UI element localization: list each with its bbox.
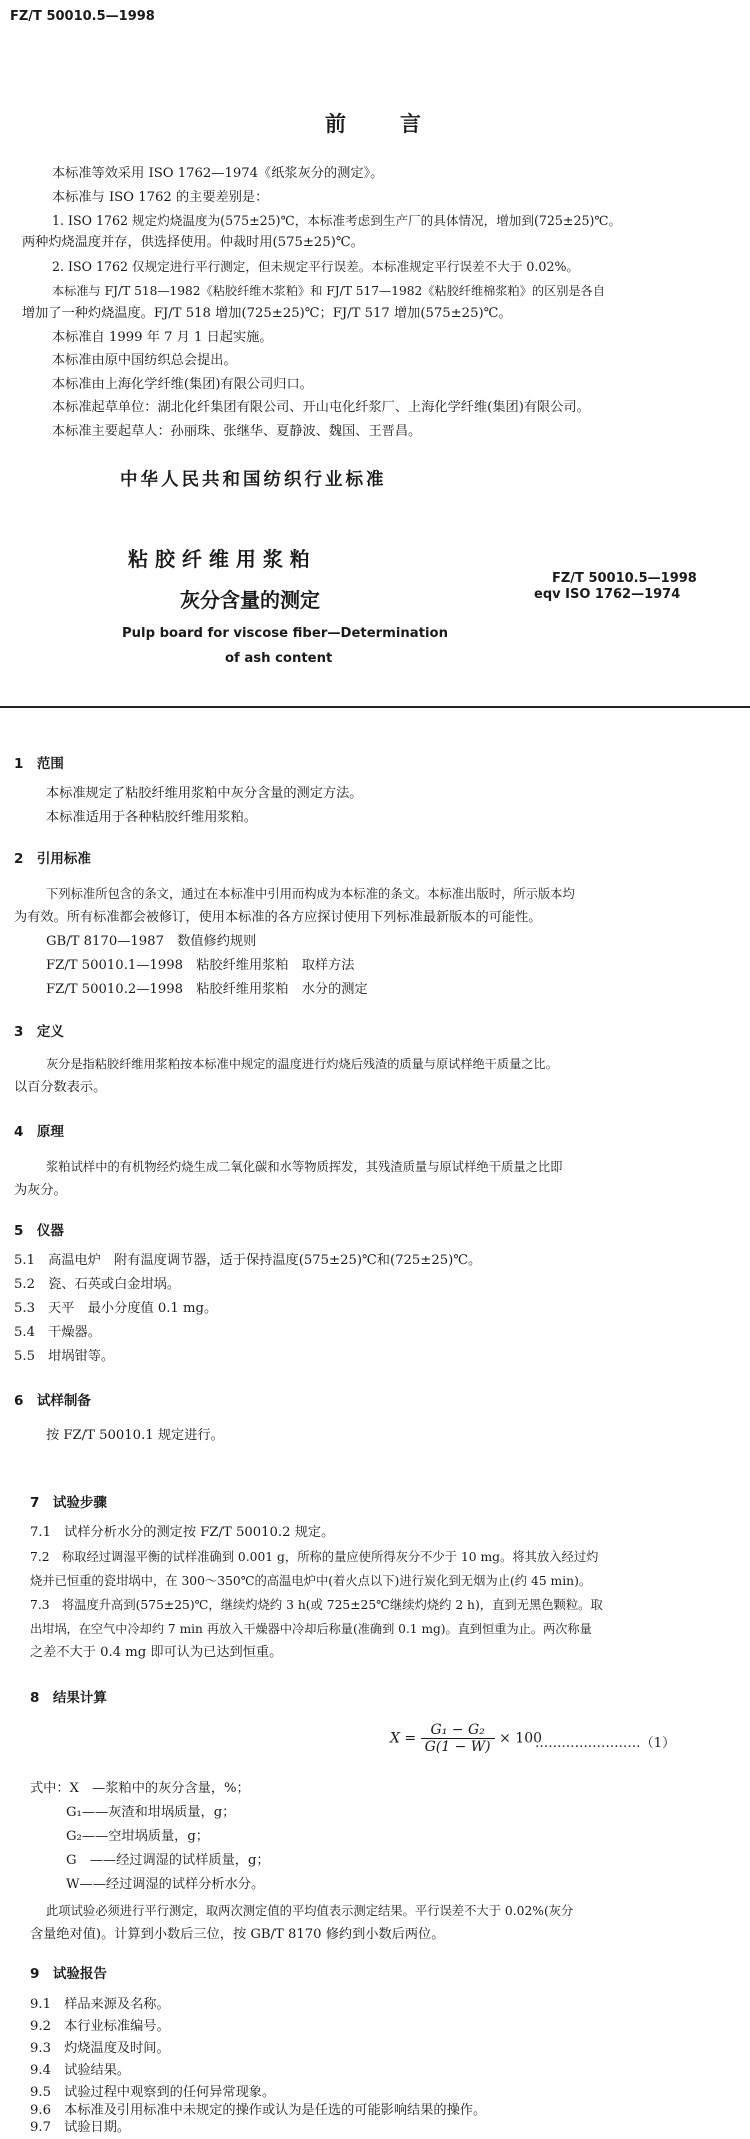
foreword-line: 本标准等效采用 ISO 1762—1974《纸浆灰分的测定》。	[52, 166, 384, 181]
standard-title-line1: 粘 胶 纤 维 用 浆 粕	[128, 547, 310, 571]
section-heading: 8 结果计算	[30, 1690, 107, 1706]
agency-title: 中华人民共和国纺织行业标准	[120, 470, 387, 490]
paragraph-line: 按 FZ/T 50010.1 规定进行。	[46, 1428, 224, 1443]
step-line: 7.1 试样分析水分的测定按 FZ/T 50010.2 规定。	[30, 1525, 335, 1540]
section-heading: 2 引用标准	[14, 851, 91, 867]
list-item: 9.3 灼烧温度及时间。	[30, 2041, 170, 2056]
section-heading: 9 试验报告	[30, 1966, 107, 1982]
formula-factor: × 100	[499, 1730, 543, 1747]
list-item: 9.2 本行业标准编号。	[30, 2019, 170, 2034]
list-item: 9.7 试验日期。	[30, 2120, 131, 2135]
step-line: 7.3 将温度升高到(575±25)℃，继续灼烧约 3 h(或 725±25℃继续灼烧约 2 h)，直到无黑色颗粒。取	[30, 1598, 603, 1612]
list-item: 5.5 坩埚钳等。	[14, 1349, 115, 1364]
header-rule	[0, 706, 750, 708]
paragraph-line: 本标准适用于各种粘胶纤维用浆粕。	[46, 810, 257, 825]
paragraph-line: 下列标准所包含的条文，通过在本标准中引用而构成为本标准的条文。本标准出版时，所示版本均	[46, 887, 575, 901]
foreword-line: 本标准由原中国纺织总会提出。	[52, 353, 237, 368]
foreword-line: 2. ISO 1762 仅规定进行平行测定，但未规定平行误差。本标准规定平行误差不大于 0.02%。	[52, 259, 580, 274]
section-heading: 5 仪器	[14, 1223, 64, 1239]
paragraph-line: 含量绝对值)。计算到小数后三位，按 GB/T 8170 修约到小数后两位。	[30, 1927, 445, 1942]
reference-item: GB/T 8170—1987 数值修约规则	[46, 934, 257, 949]
foreword-line: 两种灼烧温度并存，供选择使用。仲裁时用(575±25)℃。	[22, 235, 364, 250]
where-line: 式中：X —浆粕中的灰分含量，%；	[30, 1781, 250, 1796]
step-line: 7.2 称取经过调湿平衡的试样准确到 0.001 g，所称的量应使所得灰分不少于 10 mg。将其放入经过灼	[30, 1550, 599, 1564]
section-heading: 4 原理	[14, 1124, 64, 1140]
list-item: 9.6 本标准及引用标准中未规定的操作或认为是任选的可能影响结果的操作。	[30, 2103, 487, 2118]
foreword-line: 本标准起草单位：湖北化纤集团有限公司、开山屯化纤浆厂、上海化学纤维(集团)有限公司。	[52, 400, 590, 415]
section-heading: 7 试验步骤	[30, 1495, 107, 1511]
list-item: 9.4 试验结果。	[30, 2063, 131, 2078]
list-item: 9.5 试验过程中观察到的任何异常现象。	[30, 2085, 276, 2100]
list-item: 5.2 瓷、石英或白金坩埚。	[14, 1277, 181, 1292]
paragraph-line: 本标准规定了粘胶纤维用浆粕中灰分含量的测定方法。	[46, 786, 363, 801]
where-line: G₁——灰渣和坩埚质量，g；	[66, 1805, 236, 1820]
step-line: 烧并已恒重的瓷坩埚中，在 300～350℃的高温电炉中(着火点以下)进行炭化到无烟为止(约 45 min)。	[30, 1574, 592, 1588]
section-heading: 1 范围	[14, 756, 64, 772]
reference-item: FZ/T 50010.1—1998 粘胶纤维用浆粕 取样方法	[46, 958, 355, 973]
list-item: 9.1 样品来源及名称。	[30, 1997, 170, 2012]
foreword-line: 本标准由上海化学纤维(集团)有限公司归口。	[52, 377, 313, 392]
where-line: G ——经过调湿的试样质量，g；	[66, 1853, 270, 1868]
paragraph-line: 为有效。所有标准都会被修订，使用本标准的各方应探讨使用下列标准最新版本的可能性。	[14, 910, 542, 925]
where-line: W——经过调湿的试样分析水分。	[66, 1877, 265, 1892]
foreword-line: 增加了一种灼烧温度。FJ/T 518 增加(725±25)℃；FJ/T 517 增加(575±25)℃。	[22, 306, 512, 321]
foreword-line: 本标准与 FJ/T 518—1982《粘胶纤维木浆粕》和 FJ/T 517—1982《粘胶纤维棉浆粕》的区别是各自	[52, 284, 606, 298]
foreword-title: 前 言	[325, 112, 425, 136]
formula-lhs: X =	[390, 1730, 417, 1747]
foreword-line: 1. ISO 1762 规定灼烧温度为(575±25)℃，本标准考虑到生产厂的具体情况，增加到(725±25)℃。	[52, 213, 622, 228]
formula	[390, 1722, 542, 1755]
header-standard-code: FZ/T 50010.5—1998	[10, 9, 155, 24]
list-item: 5.3 天平 最小分度值 0.1 mg。	[14, 1301, 218, 1316]
iso-equivalence: eqv ISO 1762—1974	[534, 587, 681, 602]
paragraph-line: 此项试验必须进行平行测定，取两次测定值的平均值表示测定结果。平行误差不大于 0.02%(灰分	[46, 1904, 574, 1918]
foreword-line: 本标准与 ISO 1762 的主要差别是：	[52, 190, 269, 205]
formula-number: ……………………（1）	[535, 1736, 676, 1751]
foreword-line: 本标准自 1999 年 7 月 1 日起实施。	[52, 330, 273, 345]
where-line: G₂——空坩埚质量，g；	[66, 1829, 209, 1844]
title-standard-code: FZ/T 50010.5—1998	[552, 571, 697, 586]
step-line: 之差不大于 0.4 mg 即可认为已达到恒重。	[30, 1645, 283, 1660]
formula-denominator: G(1 − W)	[424, 1739, 491, 1755]
list-item: 5.4 干燥器。	[14, 1325, 101, 1340]
list-item: 5.1 高温电炉 附有温度调节器，适于保持温度(575±25)℃和(725±25)℃。	[14, 1253, 482, 1268]
paragraph-line: 灰分是指粘胶纤维用浆粕按本标准中规定的温度进行灼烧后残渣的质量与原试样绝干质量之比。	[46, 1057, 558, 1071]
reference-item: FZ/T 50010.2—1998 粘胶纤维用浆粕 水分的测定	[46, 982, 368, 997]
english-title-line1: Pulp board for viscose fiber—Determination	[122, 626, 448, 641]
section-heading: 6 试样制备	[14, 1393, 91, 1409]
paragraph-line: 浆粕试样中的有机物经灼烧生成二氧化碳和水等物质挥发，其残渣质量与原试样绝干质量之比即	[46, 1160, 563, 1174]
formula-numerator: G₁ − G₂	[421, 1722, 495, 1739]
foreword-line: 本标准主要起草人：孙丽珠、张继华、夏静波、魏国、王晋昌。	[52, 424, 422, 439]
paragraph-line: 为灰分。	[14, 1183, 67, 1198]
english-title-line2: of ash content	[225, 651, 333, 666]
step-line: 出坩埚，在空气中冷却约 7 min 再放入干燥器中冷却后称量(准确到 0.1 mg)。直到恒重为止。两次称量	[30, 1622, 592, 1636]
paragraph-line: 以百分数表示。	[14, 1080, 107, 1095]
section-heading: 3 定义	[14, 1024, 64, 1040]
standard-title-line2: 灰分含量的测定	[180, 588, 320, 612]
